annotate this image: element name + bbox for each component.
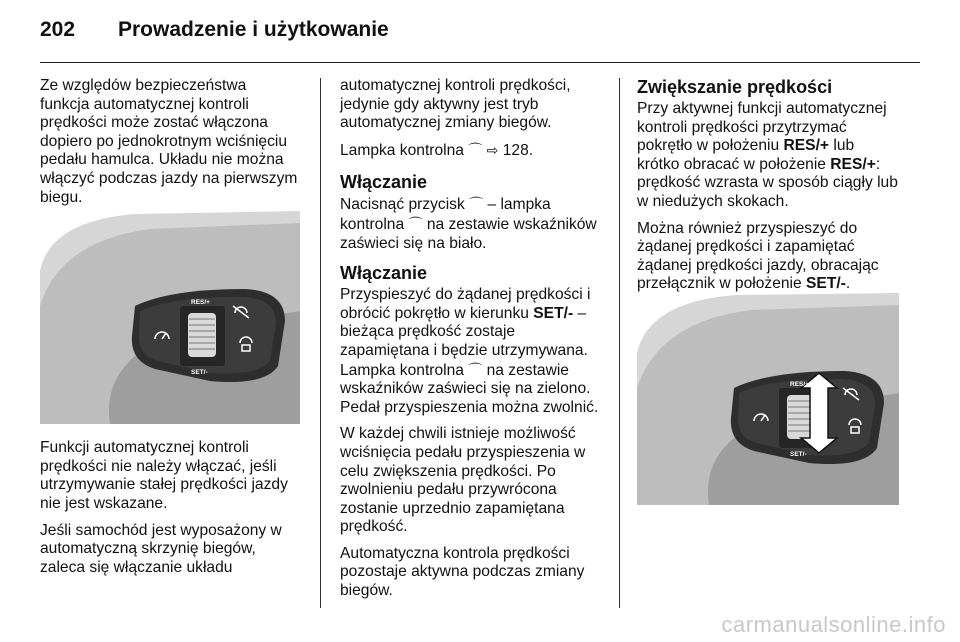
paragraph-safety: Ze względów bezpieczeństwa funkcja automatycznej kontroli prędkości może zostać włączona dopiero po jednokrotnym wciśnięciu pedału hamulca. Układu nie można włączyć podczas jazdy na pierwszym biegu. bbox=[40, 77, 298, 206]
header-rule bbox=[40, 62, 920, 63]
heading-increase-speed: Zwiększanie prędkości bbox=[637, 77, 833, 97]
page-reference-arrow-icon: ⇨ bbox=[486, 141, 499, 158]
set-label: SET/- bbox=[790, 451, 807, 458]
steering-wheel-figure-1 bbox=[40, 211, 300, 424]
paragraph-set-speed: Przyspieszyć do żądanej prędkości i obrócić pokrętło w kierunku SET/- – bieżąca prędkość zostaje zapamiętana i będzie utrzymywana. Lampka kontrolna ⌒ na zestawie wskaźników zaświeci się na zielono. Pedał przyspieszenia można zwolnić. bbox=[340, 286, 599, 416]
cruise-control-icon: ⌒ bbox=[408, 215, 423, 232]
cruise-control-icon: ⌒ bbox=[469, 196, 484, 213]
paragraph-indicator-ref: Lampka kontrolna ⌒ ⇨ 128. bbox=[340, 141, 534, 159]
paragraph-automatic-mode: automatycznej kontroli prędkości, jedynie gdy aktywny jest tryb automatycznej zmiany biegów. bbox=[340, 77, 571, 132]
set-label: SET/- bbox=[191, 369, 208, 376]
watermark: carmanualsonline.info bbox=[721, 612, 946, 637]
column-divider-1 bbox=[320, 78, 321, 608]
page-number: 202 bbox=[40, 18, 76, 41]
page-header bbox=[40, 18, 920, 50]
paragraph-set-increase: Można również przyspieszyć do żądanej prędkości i zapamiętać żądanej prędkości jazdy, obracając przełącznik w położenie SET/-. bbox=[637, 219, 879, 293]
paragraph-accelerate: W każdej chwili istnieje możliwość wciśnięcia pedału przyspieszenia w celu zwiększenia prędkości. Po zwolnieniu pedału przywrócona zostanie uprzednio zapamiętana prędkość. bbox=[340, 425, 586, 536]
paragraph-press-button: Nacisnąć przycisk ⌒ – lampka kontrolna ⌒ na zestawie wskaźników zaświeci się na biało. bbox=[340, 196, 597, 252]
res-label: RES/+ bbox=[191, 299, 210, 306]
res-label: RES/+ bbox=[790, 381, 809, 388]
steering-wheel-figure-2 bbox=[637, 293, 899, 505]
paragraph-not-recommended: Funkcji automatycznej kontroli prędkości nie należy włączać, jeśli utrzymywanie stałej prędkości jazdy nie jest wskazane. bbox=[40, 439, 288, 512]
column-3 bbox=[637, 77, 917, 302]
cruise-control-icon: ⌒ bbox=[468, 361, 483, 378]
paragraph-res-increase: Przy aktywnej funkcji automatycznej kontroli prędkości przytrzymać pokrętło w położeniu RES/+ lub krótko obracać w położenie RES/+: prędkość wzrasta w sposób ciągły lub w niedużych skokach. bbox=[637, 100, 898, 210]
column-2 bbox=[340, 77, 608, 609]
cruise-control-icon: ⌒ bbox=[468, 141, 483, 158]
page-title: Prowadzenie i użytkowanie bbox=[118, 18, 389, 41]
heading-activation-1: Włączanie bbox=[340, 172, 428, 193]
paragraph-automatic-gearbox: Jeśli samochód jest wyposażony w automatyczną skrzynię biegów, zaleca się włączanie układu bbox=[40, 521, 282, 576]
column-divider-2 bbox=[619, 78, 620, 608]
paragraph-gear-change: Automatyczna kontrola prędkości pozostaje aktywna podczas zmiany biegów. bbox=[340, 544, 585, 600]
steering-wheel-illustration-arrows bbox=[637, 293, 899, 505]
heading-activation-2: Włączanie bbox=[340, 263, 428, 284]
steering-wheel-illustration bbox=[40, 211, 300, 424]
